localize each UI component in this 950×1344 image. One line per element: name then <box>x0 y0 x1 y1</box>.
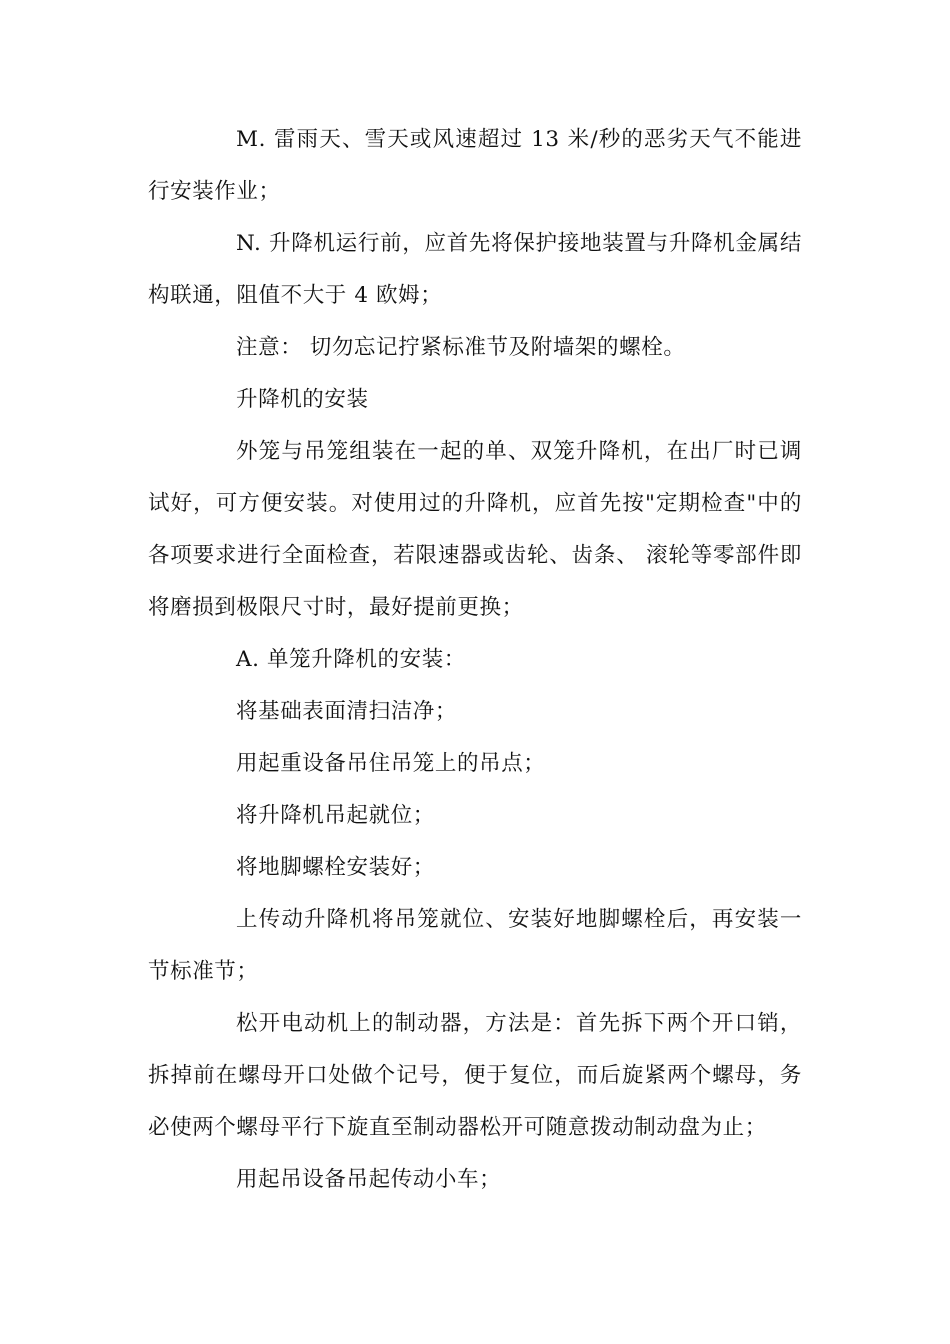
paragraph-intro: 外笼与吊笼组装在一起的单、双笼升降机，在出厂时已调试好，可方便安装。对使用过的升降机，应首先按"定期检查"中的各项要求进行全面检查，若限速器或齿轮、齿条、 滚轮等零部件即将磨损到极限尺寸时，最好提前更换； <box>148 439 802 620</box>
step-item: 用起重设备吊住吊笼上的吊点； <box>236 751 546 776</box>
section-heading: 升降机的安装 <box>236 387 369 412</box>
step-item: 上传动升降机将吊笼就位、安装好地脚螺栓后，再安装一节标准节； <box>148 907 802 984</box>
step-item: 将升降机吊起就位； <box>236 803 435 828</box>
paragraph-item-n: N. 升降机运行前，应首先将保护接地装置与升降机金属结构联通，阻值不大于 4 欧姆； <box>148 231 802 308</box>
step-item: 将地脚螺栓安装好； <box>236 855 435 880</box>
document-body <box>148 114 802 1206</box>
paragraph-item-m: M. 雷雨天、雪天或风速超过 13 米/秒的恶劣天气不能进行安装作业； <box>148 127 802 204</box>
step-item: 用起吊设备吊起传动小车； <box>236 1167 502 1192</box>
step-item: 松开电动机上的制动器，方法是：首先拆下两个开口销，拆掉前在螺母开口处做个记号，便于复位，而后旋紧两个螺母，务必使两个螺母平行下旋直至制动器松开可随意拨动制动盘为止； <box>148 1011 802 1140</box>
step-item: 将基础表面清扫洁净； <box>236 699 458 724</box>
paragraph-note: 注意： 切勿忘记拧紧标准节及附墙架的螺栓。 <box>236 335 686 360</box>
subsection-heading: A. 单笼升降机的安装： <box>236 647 466 672</box>
